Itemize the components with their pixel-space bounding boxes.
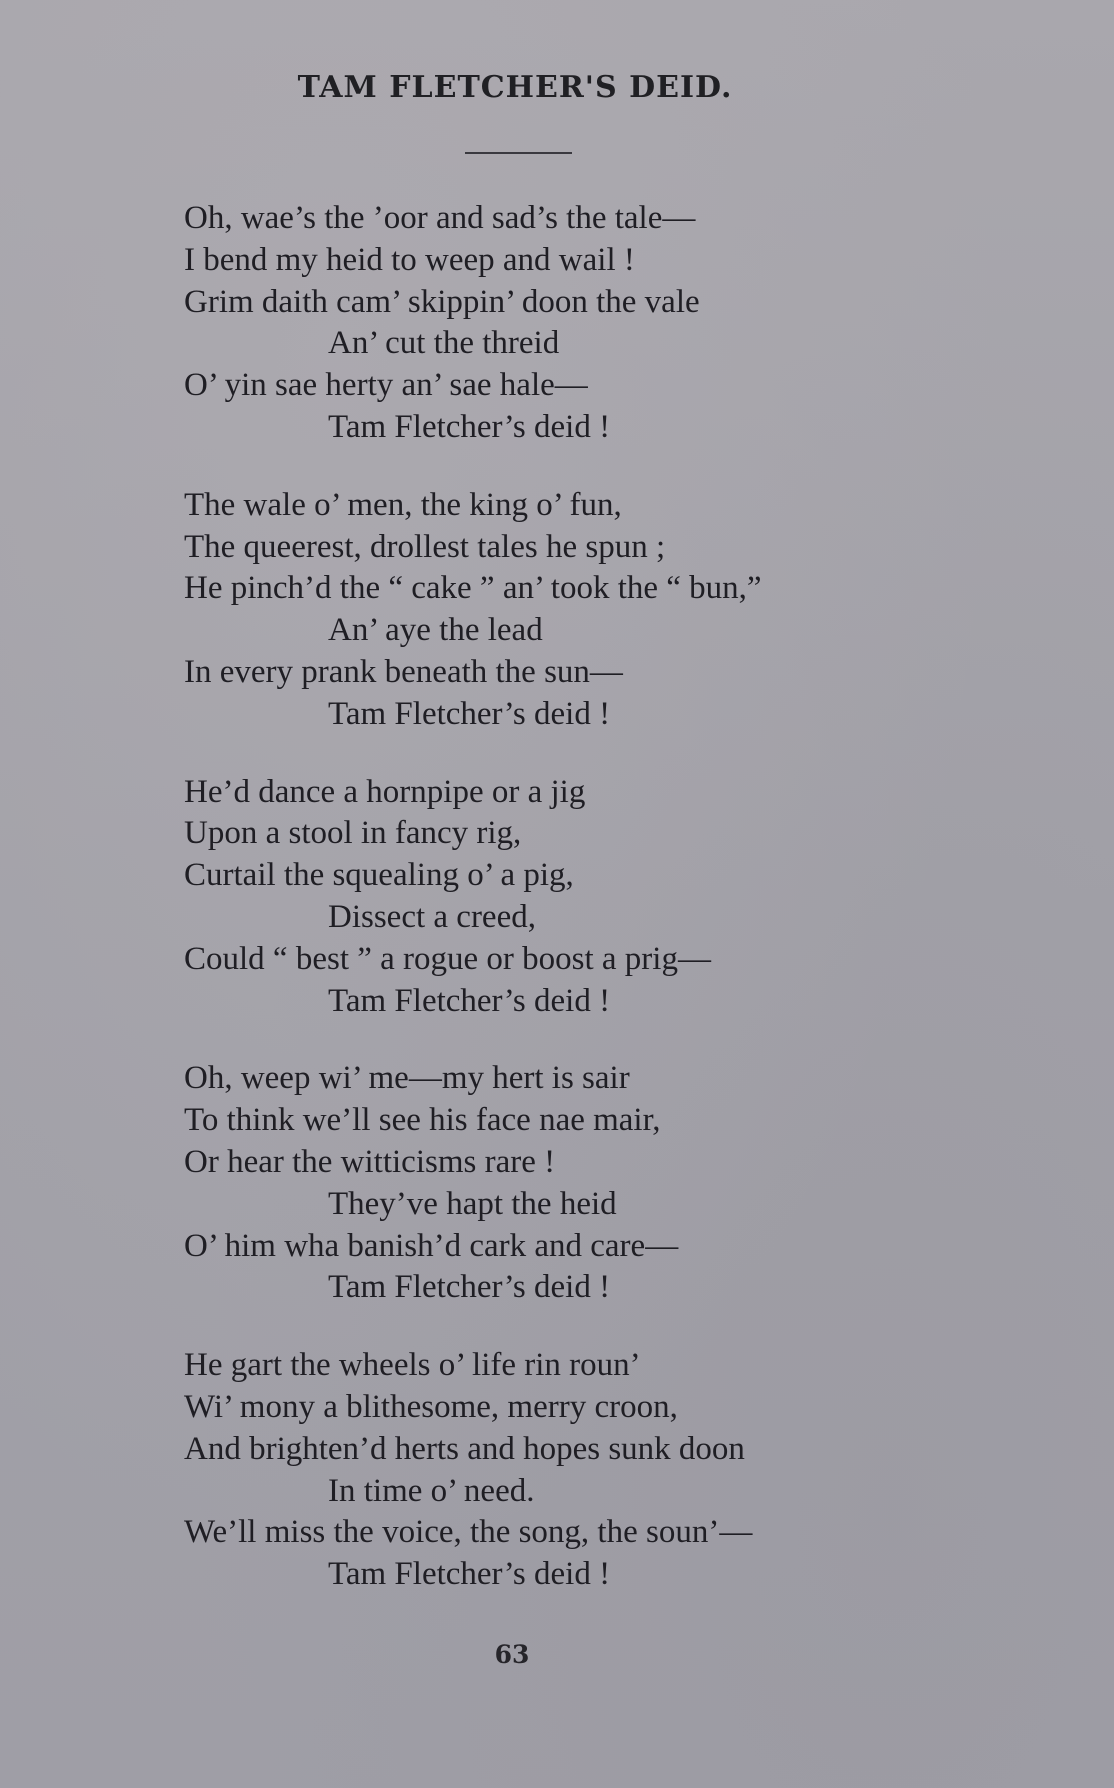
poem-line: Could “ best ” a rogue or boost a prig— — [184, 940, 711, 977]
poem-line-indented: An’ cut the threid — [328, 325, 560, 362]
poem-line: To think we’ll see his face nae mair, — [184, 1102, 661, 1139]
poem-line: O’ yin sae herty an’ sae hale— — [184, 367, 588, 404]
poem-line-indented: In time o’ need. — [328, 1472, 535, 1509]
stanza-3 — [184, 772, 1034, 1023]
poem-refrain: Tam Fletcher’s deid ! — [328, 982, 611, 1019]
poem-line: He pinch’d the “ cake ” an’ took the “ bun,” — [184, 570, 762, 607]
poem-line: The queerest, drollest tales he spun ; — [184, 528, 666, 565]
poem-line: I bend my heid to weep and wail ! — [184, 241, 635, 278]
poem-line: And brighten’d herts and hopes sunk doon — [184, 1430, 745, 1467]
poem-body — [184, 198, 1034, 1632]
poem-line: O’ him wha banish’d cark and care— — [184, 1227, 679, 1264]
page-number: 63 — [494, 1640, 530, 1669]
poem-line: Curtail the squealing o’ a pig, — [184, 857, 574, 894]
poem-line-indented: Dissect a creed, — [328, 898, 536, 935]
stanza-5 — [184, 1345, 1034, 1596]
poem-line: He’d dance a hornpipe or a jig — [184, 773, 586, 810]
poem-title: TAM FLETCHER'S DEID. — [297, 70, 733, 105]
poem-line-indented: They’ve hapt the heid — [328, 1185, 617, 1222]
poem-line: In every prank beneath the sun— — [184, 653, 623, 690]
poem-line: Or hear the witticisms rare ! — [184, 1143, 556, 1180]
stanza-4 — [184, 1058, 1034, 1309]
title-divider — [465, 152, 572, 154]
poem-line: He gart the wheels o’ life rin roun’ — [184, 1347, 641, 1384]
poem-line: Wi’ mony a blithesome, merry croon, — [184, 1388, 678, 1425]
poem-line: We’ll miss the voice, the song, the soun’— — [184, 1514, 753, 1551]
poem-line-indented: An’ aye the lead — [328, 612, 543, 649]
poem-refrain: Tam Fletcher’s deid ! — [328, 408, 611, 445]
stanza-1 — [184, 198, 1034, 449]
poem-line: The wale o’ men, the king o’ fun, — [184, 486, 622, 523]
poem-line: Upon a stool in fancy rig, — [184, 815, 522, 852]
poem-refrain: Tam Fletcher’s deid ! — [328, 695, 611, 732]
poem-line: Grim daith cam’ skippin’ doon the vale — [184, 283, 700, 320]
poem-refrain: Tam Fletcher’s deid ! — [328, 1556, 611, 1593]
stanza-2 — [184, 485, 1034, 736]
poem-line: Oh, wae’s the ’oor and sad’s the tale— — [184, 200, 696, 236]
poem-refrain: Tam Fletcher’s deid ! — [328, 1269, 611, 1306]
poem-line: Oh, weep wi’ me—my hert is sair — [184, 1060, 630, 1097]
